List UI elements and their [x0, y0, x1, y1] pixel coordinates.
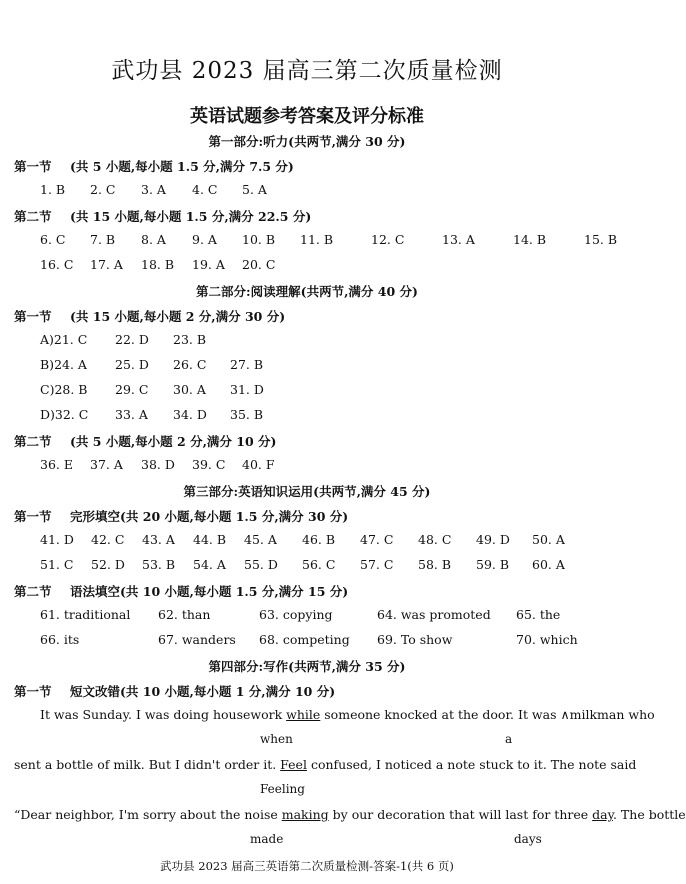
part2-sec2-heading [14, 432, 276, 450]
part3-heading: 第三部分:英语知识运用(共两节,满分 45 分) [183, 484, 431, 499]
answer-item: 22. D [115, 332, 149, 347]
error-word: while [286, 707, 321, 722]
answer-item: B)24. A [40, 357, 87, 372]
answer-item: 4. C [192, 182, 218, 197]
error-word: making [281, 807, 329, 822]
answer-item: 29. C [115, 382, 149, 397]
answer-item: 64. was promoted [377, 607, 491, 622]
answer-item: 37. A [90, 457, 123, 472]
answer-item: 43. A [142, 532, 175, 547]
answer-item: 61. traditional [40, 607, 131, 622]
part3-sec1-heading [14, 507, 348, 525]
part3-sec2-heading [14, 582, 348, 600]
answer-item: 57. C [360, 557, 394, 572]
answer-item: 1. B [40, 182, 66, 197]
answer-item: 63. copying [259, 607, 333, 622]
answer-item: 58. B [418, 557, 452, 572]
answer-item: 39. C [192, 457, 226, 472]
document-title: 武功县 2023 届高三第二次质量检测 [111, 58, 503, 84]
answer-item: 18. B [141, 257, 175, 272]
answer-item: 68. competing [259, 632, 350, 647]
answer-item: 44. B [193, 532, 227, 547]
correction: Feeling [260, 782, 305, 796]
part2-sec1-heading [14, 307, 285, 325]
answer-item: 30. A [173, 382, 206, 397]
essay-line [40, 707, 655, 722]
answer-item: 23. B [173, 332, 207, 347]
answer-item: 2. C [90, 182, 116, 197]
essay-text: sent a bottle of milk. But I didn't order it. [14, 757, 281, 772]
section-name: 第一节 [14, 684, 52, 699]
answer-item: 38. D [141, 457, 175, 472]
section-desc: 短文改错(共 10 小题,每小题 1 分,满分 10 分) [70, 684, 336, 699]
answer-item: 31. D [230, 382, 264, 397]
answer-item: 55. D [244, 557, 278, 572]
answer-item: 52. D [91, 557, 125, 572]
answer-item: 69. To show [377, 632, 453, 647]
answer-item: 12. C [371, 232, 405, 247]
answer-item: 45. A [244, 532, 277, 547]
section-desc: 语法填空(共 10 小题,每小题 1.5 分,满分 15 分) [70, 584, 349, 599]
answer-item: 53. B [142, 557, 176, 572]
answer-item: 48. C [418, 532, 452, 547]
answer-item: C)28. B [40, 382, 88, 397]
answer-item: 9. A [192, 232, 217, 247]
answer-item: 34. D [173, 407, 207, 422]
answer-item: 41. D [40, 532, 74, 547]
answer-item: 10. B [242, 232, 276, 247]
correction: days [514, 832, 542, 846]
answer-item: 56. C [302, 557, 336, 572]
essay-line [14, 757, 637, 772]
essay-text: . The bottle [612, 807, 686, 822]
answer-item: 17. A [90, 257, 123, 272]
section-desc: (共 5 小题,每小题 2 分,满分 10 分) [70, 434, 277, 449]
answer-item: 46. B [302, 532, 336, 547]
section-name: 第一节 [14, 159, 52, 174]
answer-item: 16. C [40, 257, 74, 272]
part4-heading: 第四部分:写作(共两节,满分 35 分) [208, 659, 406, 674]
part2-heading: 第二部分:阅读理解(共两节,满分 40 分) [196, 284, 418, 299]
answer-item: 35. B [230, 407, 264, 422]
answer-item: 26. C [173, 357, 207, 372]
section-desc: (共 5 小题,每小题 1.5 分,满分 7.5 分) [70, 159, 294, 174]
answer-item: 11. B [300, 232, 334, 247]
page-footer: 武功县 2023 届高三英语第二次质量检测-答案-1(共 6 页) [160, 859, 454, 873]
answer-item: 15. B [584, 232, 618, 247]
answer-item: 51. C [40, 557, 74, 572]
essay-text: confused, I noticed a note stuck to it. The note said [306, 757, 637, 772]
essay-text: someone knocked at the door. It was ∧milkman who [320, 707, 655, 722]
section-name: 第一节 [14, 309, 52, 324]
answer-item: 65. the [516, 607, 561, 622]
correction: a [505, 732, 513, 746]
answer-item: 62. than [158, 607, 211, 622]
section-name: 第二节 [14, 584, 52, 599]
answer-item: 6. C [40, 232, 66, 247]
answer-item: 14. B [513, 232, 547, 247]
section-name: 第二节 [14, 434, 52, 449]
part4-sec1-heading [14, 682, 335, 700]
answer-item: 70. which [516, 632, 578, 647]
answer-item: 60. A [532, 557, 565, 572]
answer-item: 27. B [230, 357, 264, 372]
answer-item: 33. A [115, 407, 148, 422]
answer-item: 19. A [192, 257, 225, 272]
answer-item: 49. D [476, 532, 510, 547]
answer-item: 8. A [141, 232, 166, 247]
essay-text: It was Sunday. I was doing housework [40, 707, 287, 722]
answer-item: 20. C [242, 257, 276, 272]
error-word: Feel [280, 757, 307, 772]
answer-item: 66. its [40, 632, 80, 647]
essay-text: by our decoration that will last for three [328, 807, 593, 822]
answer-item: 67. wanders [158, 632, 236, 647]
part1-sec2-heading [14, 207, 311, 225]
essay-text: “Dear neighbor, I'm sorry about the noise [14, 807, 282, 822]
section-desc: (共 15 小题,每小题 2 分,满分 30 分) [70, 309, 286, 324]
correction: when [260, 732, 293, 746]
answer-item: D)32. C [40, 407, 89, 422]
answer-item: 36. E [40, 457, 73, 472]
answer-item: 54. A [193, 557, 226, 572]
answer-item: 3. A [141, 182, 166, 197]
answer-item: 25. D [115, 357, 149, 372]
part1-sec1-heading [14, 157, 294, 175]
answer-item: 5. A [242, 182, 267, 197]
answer-item: 40. F [242, 457, 275, 472]
document-subtitle: 英语试题参考答案及评分标准 [190, 106, 424, 127]
section-desc: 完形填空(共 20 小题,每小题 1.5 分,满分 30 分) [70, 509, 349, 524]
error-word: day [592, 807, 613, 822]
answer-item: 13. A [442, 232, 475, 247]
section-desc: (共 15 小题,每小题 1.5 分,满分 22.5 分) [70, 209, 312, 224]
answer-item: 7. B [90, 232, 116, 247]
part1-heading: 第一部分:听力(共两节,满分 30 分) [208, 134, 406, 149]
essay-line [14, 807, 686, 822]
answer-item: 59. B [476, 557, 510, 572]
answer-item: A)21. C [40, 332, 88, 347]
correction: made [250, 832, 284, 846]
section-name: 第一节 [14, 509, 52, 524]
section-name: 第二节 [14, 209, 52, 224]
answer-item: 50. A [532, 532, 565, 547]
answer-item: 42. C [91, 532, 125, 547]
answer-item: 47. C [360, 532, 394, 547]
